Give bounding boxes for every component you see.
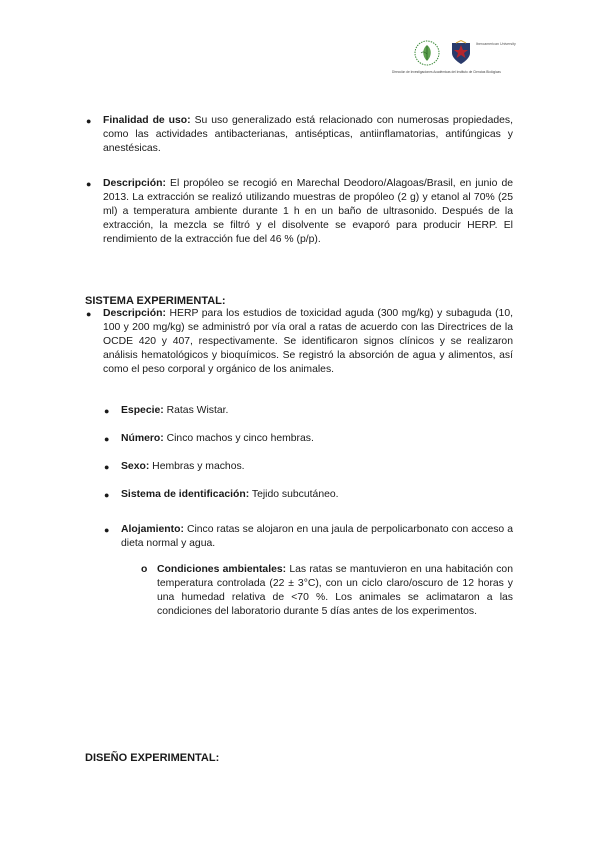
paragraph-finalidad bbox=[103, 114, 513, 156]
paragraph-descripcion-propoleo bbox=[103, 177, 513, 247]
bullet-disc-icon: ● bbox=[104, 490, 110, 500]
leaf-seal-icon bbox=[414, 40, 440, 66]
text-descripcion: HERP para los estudios de toxicidad aguda (300 mg/kg) y subaguda (10, 100 y 200 mg/kg) se administró por vía oral a ratas de acuerdo con las Directrices de la OCDE 420 y 407, respectivamente. Se identificaron signos clínicos y se realizaron análisis hematológicos y bioquímicos. Se registró la absorción de agua y alimentos, así como el peso corporal y orgánico de los animales. bbox=[103, 308, 513, 375]
label-especie: Especie: bbox=[121, 405, 164, 416]
label-descripcion: Descripción: bbox=[103, 178, 166, 189]
item-sexo bbox=[121, 460, 513, 474]
item-sistema-identificacion bbox=[121, 488, 513, 502]
label-condiciones: Condiciones ambientales: bbox=[157, 564, 287, 575]
logo-caption: Dirección de Investigaciones Académicas del Instituto de Ciencias Biológicas bbox=[392, 70, 501, 74]
text-especie: Ratas Wistar. bbox=[163, 405, 229, 416]
bullet-disc-icon: ● bbox=[104, 525, 110, 535]
heading-diseno-experimental: DISEÑO EXPERIMENTAL: bbox=[85, 752, 220, 764]
item-especie bbox=[121, 404, 513, 418]
bullet-disc-icon: ● bbox=[86, 309, 92, 319]
bullet-disc-icon: ● bbox=[104, 434, 110, 444]
paragraph-descripcion-sistema bbox=[103, 307, 513, 377]
bullet-disc-icon: ● bbox=[104, 462, 110, 472]
label-numero: Número: bbox=[121, 433, 164, 444]
bullet-disc-icon: ● bbox=[104, 406, 110, 416]
bullet-disc-icon: ● bbox=[86, 179, 92, 189]
text-alojamiento: Cinco ratas se alojaron en una jaula de perpolicarbonato con acceso a dieta normal y agua. bbox=[121, 524, 513, 549]
bullet-disc-icon: ● bbox=[86, 116, 92, 126]
label-descripcion: Descripción: bbox=[103, 308, 166, 319]
text-condiciones: Las ratas se mantuvieron en una habitación con temperatura controlada (22 ± 3°C), con un ciclo claro/oscuro de 12 horas y una humedad relativa de <70 %. Los animales se aclimataron a las condiciones del laboratorio durante 5 días antes de los experimentos. bbox=[157, 564, 513, 617]
label-finalidad: Finalidad de uso: bbox=[103, 115, 191, 126]
subitem-condiciones-ambientales bbox=[157, 563, 513, 619]
text-numero: Cinco machos y cinco hembras. bbox=[163, 433, 314, 444]
crest-text: Iberoamerican University bbox=[476, 42, 516, 46]
text-identificacion: Tejido subcutáneo. bbox=[249, 489, 339, 500]
label-sexo: Sexo: bbox=[121, 461, 150, 472]
item-numero bbox=[121, 432, 513, 446]
item-alojamiento bbox=[121, 523, 513, 551]
text-sexo: Hembras y machos. bbox=[149, 461, 245, 472]
text-descripcion: El propóleo se recogió en Marechal Deodoro/Alagoas/Brasil, en junio de 2013. La extracción se realizó utilizando muestras de propóleo (2 g) y etanol al 70% (25 ml) a temperatura ambiente durante 1 h en un baño de ultrasonido. Después de la extracción, la mezcla se filtró y el disolvente se evaporó para producir HERP. El rendimiento de la extracción fue del 46 % (p/p). bbox=[103, 178, 513, 245]
header-logos bbox=[392, 38, 542, 78]
heading-sistema-experimental: SISTEMA EXPERIMENTAL: bbox=[85, 295, 226, 307]
bullet-circle-icon: o bbox=[141, 564, 148, 575]
university-crest-icon bbox=[450, 40, 472, 66]
text-finalidad: Su uso generalizado está relacionado con numerosas propiedades, como las actividades antibacterianas, antisépticas, antiinflamatorias, antifúngicas y anestésicas. bbox=[103, 115, 513, 154]
label-identificacion: Sistema de identificación: bbox=[121, 489, 250, 500]
label-alojamiento: Alojamiento: bbox=[121, 524, 184, 535]
